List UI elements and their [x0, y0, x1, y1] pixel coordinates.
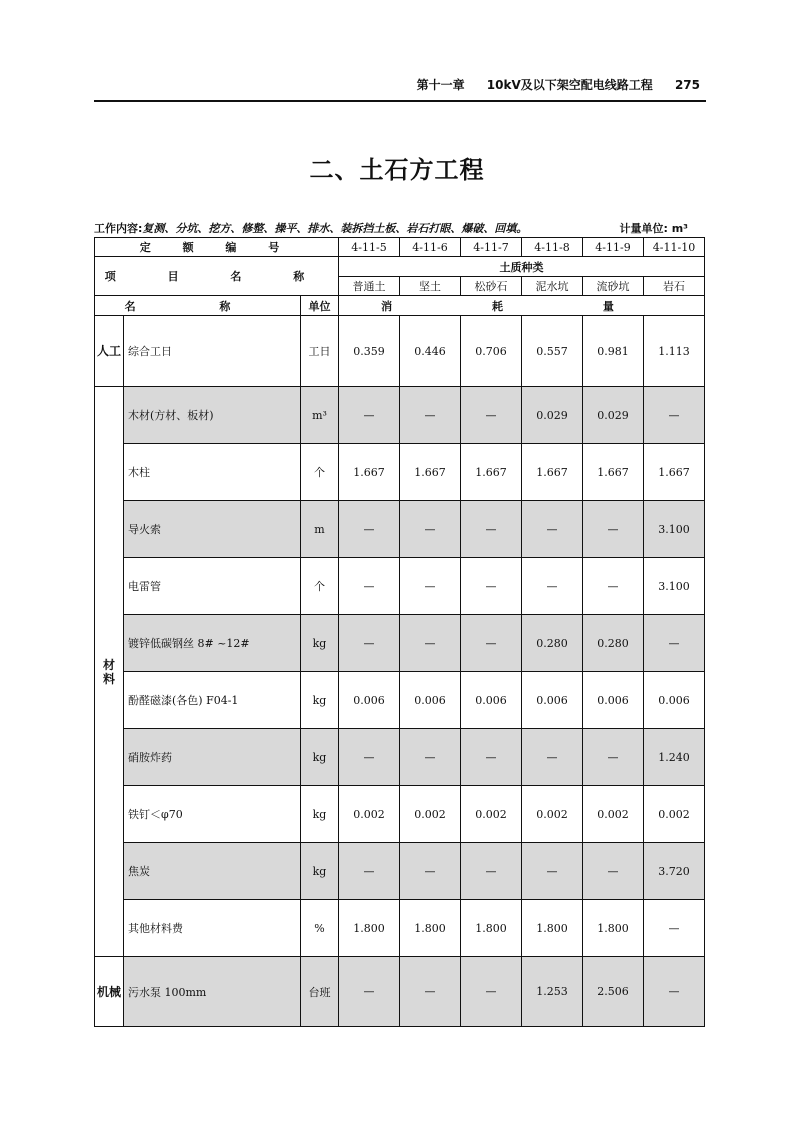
- value-cell: 1.667: [461, 444, 522, 501]
- material-row: [95, 672, 705, 729]
- value-cell: —: [461, 387, 522, 444]
- value-cell: 0.446: [400, 316, 461, 387]
- row-unit: kg: [301, 729, 339, 786]
- row-unit: 个: [301, 444, 339, 501]
- measure-unit: 计量单位: m³: [619, 222, 688, 235]
- row-unit: 个: [301, 558, 339, 615]
- value-cell: 0.557: [522, 316, 583, 387]
- value-cell: —: [339, 558, 400, 615]
- value-cell: 1.113: [644, 316, 705, 387]
- code-label: 定 额 编 号: [95, 238, 339, 257]
- value-cell: —: [522, 558, 583, 615]
- work-content-line: [94, 220, 706, 236]
- page-title: 二、土石方工程: [309, 156, 485, 184]
- row-unit: m: [301, 501, 339, 558]
- value-cell: 0.002: [522, 786, 583, 843]
- value-cell: 1.800: [522, 900, 583, 957]
- row-name: 铁钉＜φ70: [124, 786, 301, 843]
- value-cell: 2.506: [583, 957, 644, 1027]
- value-cell: 0.006: [583, 672, 644, 729]
- material-row: [95, 387, 705, 444]
- value-cell: 1.240: [644, 729, 705, 786]
- material-row: [95, 615, 705, 672]
- value-cell: 1.667: [644, 444, 705, 501]
- soil-group-label: 土质种类: [339, 257, 705, 277]
- work-content-text: 复测、分坑、挖方、修整、操平、排水、装拆挡土板、岩石打眼、爆破、回填。: [142, 222, 528, 235]
- value-cell: —: [339, 843, 400, 900]
- value-cell: —: [339, 957, 400, 1027]
- code-row: [95, 238, 705, 257]
- value-cell: —: [400, 843, 461, 900]
- row-name: 焦炭: [124, 843, 301, 900]
- item-name-label: 项 目 名 称: [95, 257, 339, 296]
- material-row: [95, 843, 705, 900]
- col-consumption-header: 消 耗 量: [339, 296, 705, 316]
- value-cell: 3.100: [644, 558, 705, 615]
- row-name: 电雷管: [124, 558, 301, 615]
- value-cell: —: [644, 387, 705, 444]
- row-unit: kg: [301, 843, 339, 900]
- value-cell: 1.800: [583, 900, 644, 957]
- value-cell: —: [583, 501, 644, 558]
- row-name: 导火索: [124, 501, 301, 558]
- row-unit: kg: [301, 615, 339, 672]
- row-unit: kg: [301, 786, 339, 843]
- value-cell: 3.720: [644, 843, 705, 900]
- value-cell: —: [339, 501, 400, 558]
- value-cell: —: [400, 615, 461, 672]
- value-cell: —: [400, 957, 461, 1027]
- value-cell: 1.667: [522, 444, 583, 501]
- page-number: 275: [674, 78, 700, 92]
- soil-type: 普通土: [339, 277, 400, 296]
- value-cell: 0.006: [400, 672, 461, 729]
- value-cell: 0.981: [583, 316, 644, 387]
- code-cell: 4-11-7: [461, 238, 522, 257]
- value-cell: —: [583, 843, 644, 900]
- value-cell: 1.253: [522, 957, 583, 1027]
- header-text: [399, 76, 700, 93]
- row-name: 木柱: [124, 444, 301, 501]
- labor-side-label: 人工: [95, 316, 124, 387]
- section-title: 10kV及以下架空配电线路工程: [486, 78, 653, 92]
- soil-type: 坚土: [400, 277, 461, 296]
- value-cell: —: [400, 387, 461, 444]
- value-cell: —: [461, 729, 522, 786]
- row-name: 木材(方材、板材): [124, 387, 301, 444]
- value-cell: —: [644, 957, 705, 1027]
- value-cell: —: [583, 558, 644, 615]
- code-cell: 4-11-9: [583, 238, 644, 257]
- soil-type: 流砂坑: [583, 277, 644, 296]
- value-cell: 0.359: [339, 316, 400, 387]
- material-side-label: [95, 387, 124, 957]
- value-cell: —: [522, 843, 583, 900]
- value-cell: 0.280: [583, 615, 644, 672]
- value-cell: —: [461, 501, 522, 558]
- material-row: [95, 729, 705, 786]
- material-row: [95, 558, 705, 615]
- value-cell: —: [339, 615, 400, 672]
- value-cell: 0.029: [583, 387, 644, 444]
- row-unit: kg: [301, 672, 339, 729]
- value-cell: 0.706: [461, 316, 522, 387]
- code-cell: 4-11-10: [644, 238, 705, 257]
- column-header-row: [95, 296, 705, 316]
- soil-type: 岩石: [644, 277, 705, 296]
- value-cell: 1.800: [400, 900, 461, 957]
- value-cell: —: [644, 615, 705, 672]
- material-row: [95, 501, 705, 558]
- col-name-header: 名 称: [95, 296, 301, 316]
- value-cell: 0.006: [339, 672, 400, 729]
- value-cell: 1.667: [400, 444, 461, 501]
- soil-type: 泥水坑: [522, 277, 583, 296]
- material-row: [95, 900, 705, 957]
- row-name: 综合工日: [124, 316, 301, 387]
- value-cell: 0.002: [400, 786, 461, 843]
- value-cell: —: [461, 558, 522, 615]
- row-unit: 工日: [301, 316, 339, 387]
- value-cell: —: [400, 729, 461, 786]
- code-cell: 4-11-5: [339, 238, 400, 257]
- row-name: 污水泵 100mm: [124, 957, 301, 1027]
- value-cell: —: [461, 957, 522, 1027]
- value-cell: —: [522, 729, 583, 786]
- value-cell: —: [400, 501, 461, 558]
- row-name: 其他材料费: [124, 900, 301, 957]
- machine-side-label: 机械: [95, 957, 124, 1027]
- machine-row: [95, 957, 705, 1027]
- material-side-char: 料: [102, 671, 115, 686]
- soil-group-row: [95, 257, 705, 277]
- value-cell: 0.029: [522, 387, 583, 444]
- row-unit: %: [301, 900, 339, 957]
- page-header: [94, 72, 706, 102]
- value-cell: 0.006: [644, 672, 705, 729]
- value-cell: —: [400, 558, 461, 615]
- value-cell: 1.667: [339, 444, 400, 501]
- row-name: 酚醛磁漆(各色) F04-1: [124, 672, 301, 729]
- value-cell: 3.100: [644, 501, 705, 558]
- value-cell: 0.006: [461, 672, 522, 729]
- work-content-label: 工作内容:: [94, 222, 143, 235]
- value-cell: —: [339, 387, 400, 444]
- value-cell: —: [461, 843, 522, 900]
- value-cell: 1.800: [339, 900, 400, 957]
- row-name: 镀锌低碳钢丝 8# ~12#: [124, 615, 301, 672]
- material-row: [95, 444, 705, 501]
- value-cell: —: [583, 729, 644, 786]
- row-unit: 台班: [301, 957, 339, 1027]
- labor-row: [95, 316, 705, 387]
- value-cell: 0.002: [461, 786, 522, 843]
- material-side-char: 材: [102, 657, 115, 672]
- value-cell: 0.280: [522, 615, 583, 672]
- code-cell: 4-11-6: [400, 238, 461, 257]
- value-cell: 0.002: [339, 786, 400, 843]
- soil-type: 松砂石: [461, 277, 522, 296]
- value-cell: 0.002: [583, 786, 644, 843]
- value-cell: 1.800: [461, 900, 522, 957]
- value-cell: —: [461, 615, 522, 672]
- col-unit-header: 单位: [301, 296, 339, 316]
- value-cell: —: [644, 900, 705, 957]
- material-row: [95, 786, 705, 843]
- row-name: 硝胺炸药: [124, 729, 301, 786]
- value-cell: —: [522, 501, 583, 558]
- quota-table: [94, 237, 705, 1027]
- code-cell: 4-11-8: [522, 238, 583, 257]
- value-cell: —: [339, 729, 400, 786]
- row-unit: m³: [301, 387, 339, 444]
- value-cell: 1.667: [583, 444, 644, 501]
- value-cell: 0.002: [644, 786, 705, 843]
- value-cell: 0.006: [522, 672, 583, 729]
- chapter-label: 第十一章: [416, 78, 465, 92]
